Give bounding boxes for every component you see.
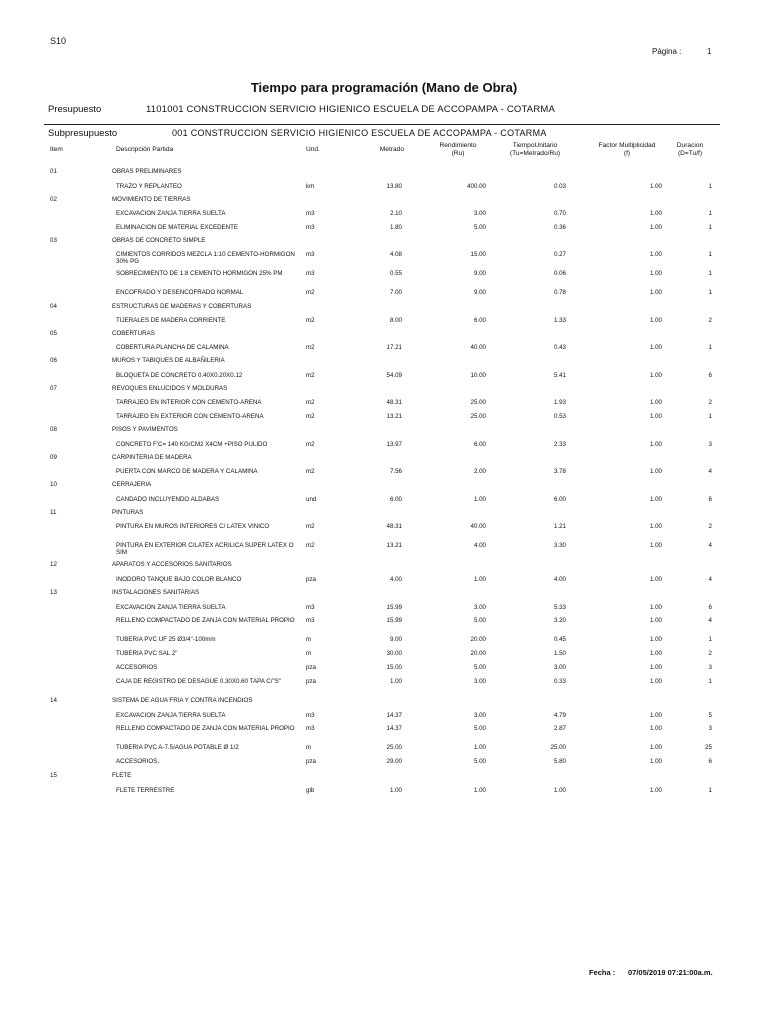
row-tiempo: 1.33	[553, 317, 566, 324]
row-rendimiento: 1.00	[473, 744, 486, 751]
row-item: 14	[50, 697, 57, 704]
row-metrado: 54.09	[386, 372, 402, 379]
row-description: COBERTURAS	[112, 330, 155, 337]
row-duracion: 5	[708, 712, 712, 719]
row-und: m2	[306, 542, 315, 549]
row-description: REVOQUES ENLUCIDOS Y MOLDURAS	[112, 385, 228, 392]
row-und: m2	[306, 523, 315, 530]
row-und: m3	[306, 712, 315, 719]
row-factor: 1.00	[649, 183, 662, 190]
row-factor: 1.00	[649, 224, 662, 231]
row-metrado: 17.21	[386, 344, 402, 351]
row-tiempo: 5.33	[553, 604, 566, 611]
row-metrado: 30.00	[386, 650, 402, 657]
row-description: EXCAVACION ZANJA TIERRA SUELTA	[116, 604, 226, 611]
row-duracion: 6	[708, 758, 712, 765]
row-description: CONCRETO F'C= 140 KG/CM2 X4CM +PISO PULIDO	[116, 441, 268, 448]
col-factor	[592, 142, 662, 158]
row-rendimiento: 40.00	[470, 523, 486, 530]
col-factor-line2: (f)	[623, 150, 631, 157]
col-duracion-line1: Duracion	[676, 142, 704, 149]
row-duracion: 1	[708, 289, 712, 296]
row-rendimiento: 5.00	[473, 664, 486, 671]
row-metrado: 25.00	[386, 744, 402, 751]
report-title: Tiempo para programación (Mano de Obra)	[250, 80, 518, 95]
row-factor: 1.00	[649, 468, 662, 475]
row-und: pza	[306, 678, 316, 685]
row-description: APARATOS Y ACCESORIOS SANITARIOS	[112, 561, 232, 568]
col-rendimiento	[428, 142, 488, 158]
row-rendimiento: 40.00	[470, 344, 486, 351]
row-rendimiento: 5.00	[473, 224, 486, 231]
row-duracion: 6	[708, 372, 712, 379]
row-rendimiento: 400.00	[467, 183, 486, 190]
row-tiempo: 2.33	[553, 441, 566, 448]
row-description: TUBERIA PVC UF 25 Ø3/4"-100mm	[116, 636, 216, 643]
row-und: pza	[306, 576, 316, 583]
row-description: ENCOFRADO Y DESENCOFRADO NORMAL	[116, 289, 244, 296]
row-duracion: 1	[708, 344, 712, 351]
row-description: ACCESORIOS	[116, 664, 158, 671]
row-description: TUBERIA PVC SAL 2"	[116, 650, 178, 657]
row-rendimiento: 5.00	[473, 617, 486, 624]
row-metrado: 48.31	[386, 523, 402, 530]
row-description: TARRAJEO EN INTERIOR CON CEMENTO-ARENA	[116, 399, 262, 406]
row-tiempo: 3.00	[553, 664, 566, 671]
row-metrado: 4.00	[389, 576, 402, 583]
row-factor: 1.00	[649, 542, 662, 549]
row-und: glb	[306, 787, 315, 794]
row-rendimiento: 5.00	[473, 758, 486, 765]
row-description: ELIMINACION DE MATERIAL EXCEDENTE	[116, 224, 239, 231]
row-und: m3	[306, 251, 315, 258]
row-factor: 1.00	[649, 636, 662, 643]
row-duracion: 6	[708, 496, 712, 503]
row-description: TUBERIA PVC A-7.5/AGUA POTABLE Ø 1/2	[116, 744, 239, 751]
row-duracion: 4	[708, 542, 712, 549]
row-item: 06	[50, 357, 57, 364]
row-metrado: 14.37	[386, 712, 402, 719]
row-und: m2	[306, 441, 315, 448]
row-und: m2	[306, 289, 315, 296]
row-item: 02	[50, 196, 57, 203]
row-factor: 1.00	[649, 758, 662, 765]
row-rendimiento: 25.00	[470, 399, 486, 406]
row-metrado: 14.37	[386, 725, 402, 732]
row-description: SISTEMA DE AGUA FRIA Y CONTRA INCENDIOS	[112, 697, 253, 704]
row-description: ACCESORIOS,	[116, 758, 159, 765]
row-duracion: 4	[708, 576, 712, 583]
row-duracion: 3	[708, 725, 712, 732]
row-rendimiento: 1.00	[473, 576, 486, 583]
row-und: m	[306, 650, 312, 657]
row-rendimiento: 9.00	[473, 270, 486, 277]
row-tiempo: 1.93	[553, 399, 566, 406]
row-rendimiento: 15.00	[470, 251, 486, 258]
row-item: 05	[50, 330, 57, 337]
row-description: TRAZO Y REPLANTEO	[116, 183, 182, 190]
row-description: FLETE TERRESTRE	[116, 787, 175, 794]
row-description: SOBRECIMIENTO DE 1:8 CEMENTO HORMIGON 25% PM	[116, 270, 283, 277]
row-rendimiento: 3.00	[473, 678, 486, 685]
row-rendimiento: 20.00	[470, 636, 486, 643]
row-factor: 1.00	[649, 678, 662, 685]
row-description: TARRAJEO EN EXTERIOR CON CEMENTO-ARENA	[116, 413, 264, 420]
row-description: EXCAVACION ZANJA TIERRA SUELTA	[116, 210, 226, 217]
row-duracion: 3	[708, 664, 712, 671]
row-item: 11	[50, 509, 57, 516]
col-item: Item	[50, 146, 63, 153]
subpresupuesto-value: 001 CONSTRUCCION SERVICIO HIGIENICO ESCUELA DE ACCOPAMPA - COTARMA	[172, 128, 547, 138]
row-factor: 1.00	[649, 744, 662, 751]
row-rendimiento: 1.00	[473, 787, 486, 794]
row-duracion: 4	[708, 617, 712, 624]
col-und: Und.	[306, 146, 320, 153]
row-metrado: 48.31	[386, 399, 402, 406]
row-metrado: 6.00	[389, 496, 402, 503]
row-duracion: 3	[708, 441, 712, 448]
row-duracion: 1	[708, 183, 712, 190]
row-metrado: 0.55	[389, 270, 402, 277]
row-tiempo: 2.87	[553, 725, 566, 732]
row-factor: 1.00	[649, 650, 662, 657]
row-rendimiento: 20.00	[470, 650, 486, 657]
row-und: m2	[306, 344, 315, 351]
row-factor: 1.00	[649, 787, 662, 794]
row-factor: 1.00	[649, 372, 662, 379]
row-und: pza	[306, 664, 316, 671]
row-metrado: 8.00	[389, 317, 402, 324]
row-tiempo: 25.00	[550, 744, 566, 751]
row-factor: 1.00	[649, 251, 662, 258]
row-tiempo: 0.53	[553, 413, 566, 420]
row-metrado: 13.97	[386, 441, 402, 448]
row-description: INODORO TANQUE BAJO COLOR BLANCO	[116, 576, 242, 583]
row-und: m	[306, 636, 312, 643]
row-item: 10	[50, 481, 57, 488]
divider	[44, 124, 720, 125]
row-metrado: 7.00	[389, 289, 402, 296]
row-tiempo: 3.20	[553, 617, 566, 624]
row-description: CAJA DE REGISTRO DE DESAGUE 0.30X0.60 TAPA C/"S"	[116, 678, 281, 685]
fecha-value: 07/05/2019 07:21:00a.m.	[628, 968, 713, 977]
row-rendimiento: 1.00	[473, 496, 486, 503]
row-duracion: 1	[708, 636, 712, 643]
col-descripcion: Descripción Partida	[116, 146, 174, 153]
row-duracion: 6	[708, 604, 712, 611]
row-tiempo: 4.00	[553, 576, 566, 583]
row-description: CARPINTERIA DE MADERA	[112, 454, 192, 461]
row-metrado: 15.00	[386, 664, 402, 671]
row-duracion: 1	[708, 413, 712, 420]
row-und: m2	[306, 468, 315, 475]
row-description: PINTURA EN EXTERIOR C/LATEX ACRILICA SUPER LATEX O SIM	[116, 542, 294, 556]
row-description: MUROS Y TABIQUES DE ALBAÑILERIA	[112, 357, 225, 364]
row-description: TIJERALES DE MADERA CORRIENTE	[116, 317, 226, 324]
row-factor: 1.00	[649, 725, 662, 732]
row-tiempo: 1.50	[553, 650, 566, 657]
row-item: 07	[50, 385, 57, 392]
row-item: 13	[50, 589, 57, 596]
col-duracion	[668, 142, 712, 158]
row-item: 04	[50, 303, 57, 310]
row-description: EXCAVACION ZANJA TIERRA SUELTA	[116, 712, 226, 719]
row-und: m3	[306, 604, 315, 611]
row-factor: 1.00	[649, 664, 662, 671]
row-metrado: 29.00	[386, 758, 402, 765]
col-duracion-line2: (D=Tu/f)	[677, 150, 703, 157]
row-description: CERRAJERIA	[112, 481, 152, 488]
row-item: 12	[50, 561, 57, 568]
row-metrado: 15.99	[386, 617, 402, 624]
row-und: m	[306, 744, 312, 751]
row-rendimiento: 5.00	[473, 725, 486, 732]
fecha-label: Fecha :	[589, 968, 616, 977]
row-factor: 1.00	[649, 441, 662, 448]
row-rendimiento: 3.00	[473, 604, 486, 611]
row-tiempo: 0.43	[553, 344, 566, 351]
row-und: m2	[306, 399, 315, 406]
row-duracion: 1	[708, 251, 712, 258]
row-factor: 1.00	[649, 399, 662, 406]
row-description: PUERTA CON MARCO DE MADERA Y CALAMINA	[116, 468, 258, 475]
page-number: 1	[707, 47, 712, 56]
row-description: PINTURA EN MUROS INTERIORES C/ LATEX VINICO	[116, 523, 270, 530]
row-factor: 1.00	[649, 576, 662, 583]
row-tiempo: 5.41	[553, 372, 566, 379]
row-metrado: 13.80	[386, 183, 402, 190]
report-code: S10	[50, 36, 67, 46]
col-rendimiento-line1: Rendimiento	[439, 142, 477, 149]
col-tiempo-line1: TiempoUnitario	[512, 142, 558, 149]
row-description: OBRAS PRELIMINARES	[112, 168, 182, 175]
row-metrado: 7.56	[389, 468, 402, 475]
col-rendimiento-line2: (Ru)	[451, 150, 465, 157]
row-duracion: 4	[708, 468, 712, 475]
row-metrado: 1.00	[389, 787, 402, 794]
row-tiempo: 0.70	[553, 210, 566, 217]
row-description: MOVIMIENTO DE TIERRAS	[112, 196, 191, 203]
row-factor: 1.00	[649, 413, 662, 420]
row-item: 01	[50, 168, 57, 175]
row-factor: 1.00	[649, 712, 662, 719]
row-metrado: 15.99	[386, 604, 402, 611]
row-und: pza	[306, 758, 316, 765]
row-metrado: 13.21	[386, 413, 402, 420]
row-metrado: 4.08	[389, 251, 402, 258]
row-und: m3	[306, 210, 315, 217]
row-factor: 1.00	[649, 289, 662, 296]
row-description: BLOQUETA DE CONCRETO 0.40X0.20X0.12	[116, 372, 243, 379]
row-rendimiento: 6.00	[473, 441, 486, 448]
row-factor: 1.00	[649, 317, 662, 324]
row-factor: 1.00	[649, 523, 662, 530]
row-rendimiento: 3.00	[473, 210, 486, 217]
row-rendimiento: 4.00	[473, 542, 486, 549]
row-item: 08	[50, 426, 57, 433]
row-und: m2	[306, 413, 315, 420]
row-factor: 1.00	[649, 617, 662, 624]
row-und: m3	[306, 617, 315, 624]
row-description: RELLENO COMPACTADO DE ZANJA CON MATERIAL PROPIO	[116, 617, 295, 624]
row-metrado: 1.80	[389, 224, 402, 231]
row-description: ESTRUCTURAS DE MADERAS Y COBERTURAS	[112, 303, 252, 310]
row-factor: 1.00	[649, 604, 662, 611]
row-tiempo: 5.80	[553, 758, 566, 765]
row-rendimiento: 25.00	[470, 413, 486, 420]
presupuesto-value: 1101001 CONSTRUCCION SERVICIO HIGIENICO ESCUELA DE ACCOPAMPA - COTARMA	[146, 104, 556, 115]
row-tiempo: 0.45	[553, 636, 566, 643]
row-item: 03	[50, 237, 57, 244]
row-tiempo: 4.79	[553, 712, 566, 719]
row-metrado: 13.21	[386, 542, 402, 549]
row-tiempo: 3.30	[553, 542, 566, 549]
row-duracion: 1	[708, 787, 712, 794]
row-factor: 1.00	[649, 344, 662, 351]
row-factor: 1.00	[649, 210, 662, 217]
row-duracion: 25	[705, 744, 712, 751]
row-tiempo: 0.03	[553, 183, 566, 190]
row-duracion: 1	[708, 270, 712, 277]
row-factor: 1.00	[649, 270, 662, 277]
row-tiempo: 0.33	[553, 678, 566, 685]
row-duracion: 1	[708, 678, 712, 685]
row-und: m3	[306, 224, 315, 231]
presupuesto-label: Presupuesto	[48, 104, 102, 115]
row-duracion: 2	[708, 399, 712, 406]
row-metrado: 9.00	[389, 636, 402, 643]
row-metrado: 1.00	[389, 678, 402, 685]
row-duracion: 1	[708, 224, 712, 231]
row-description: FLETE	[112, 772, 132, 779]
row-tiempo: 0.27	[553, 251, 566, 258]
row-description: RELLENO COMPACTADO DE ZANJA CON MATERIAL PROPIO	[116, 725, 295, 732]
row-und: und	[306, 496, 317, 503]
row-tiempo: 1.00	[553, 787, 566, 794]
row-description: PISOS Y PAVIMENTOS	[112, 426, 178, 433]
row-description: CANDADO INCLUYENDO ALDABAS	[116, 496, 220, 503]
row-description: COBERTURA PLANCHA DE CALAMINA	[116, 344, 229, 351]
row-tiempo: 0.78	[553, 289, 566, 296]
row-factor: 1.00	[649, 496, 662, 503]
row-rendimiento: 2.00	[473, 468, 486, 475]
row-tiempo: 0.06	[553, 270, 566, 277]
row-description: INSTALACIONES SANITARIAS	[112, 589, 200, 596]
page-label: Página :	[652, 47, 682, 56]
row-description: PINTURAS	[112, 509, 144, 516]
row-und: m3	[306, 725, 315, 732]
row-tiempo: 6.00	[553, 496, 566, 503]
row-description: OBRAS DE CONCRETO SIMPLE	[112, 237, 206, 244]
row-rendimiento: 10.00	[470, 372, 486, 379]
row-duracion: 1	[708, 210, 712, 217]
row-tiempo: 1.21	[553, 523, 566, 530]
row-und: km	[306, 183, 315, 190]
row-item: 09	[50, 454, 57, 461]
row-metrado: 2.10	[389, 210, 402, 217]
row-duracion: 2	[708, 650, 712, 657]
col-tiempo-line2: (Tu=Metrado/Ru)	[509, 150, 561, 157]
row-rendimiento: 3.00	[473, 712, 486, 719]
row-rendimiento: 6.00	[473, 317, 486, 324]
row-und: m2	[306, 317, 315, 324]
col-factor-line1: Factor Multiplicidad	[598, 142, 656, 149]
row-und: m3	[306, 270, 315, 277]
row-description: CIMIENTOS CORRIDOS MEZCLA 1:10 CEMENTO-HORMIGON 30% PG	[116, 251, 295, 265]
row-tiempo: 0.36	[553, 224, 566, 231]
col-tiempo	[500, 142, 570, 158]
col-metrado: Metrado	[379, 146, 404, 153]
row-duracion: 2	[708, 317, 712, 324]
row-item: 15	[50, 772, 57, 779]
row-tiempo: 3.78	[553, 468, 566, 475]
row-rendimiento: 9.00	[473, 289, 486, 296]
row-duracion: 2	[708, 523, 712, 530]
row-und: m2	[306, 372, 315, 379]
subpresupuesto-label: Subpresupuesto	[48, 128, 118, 139]
